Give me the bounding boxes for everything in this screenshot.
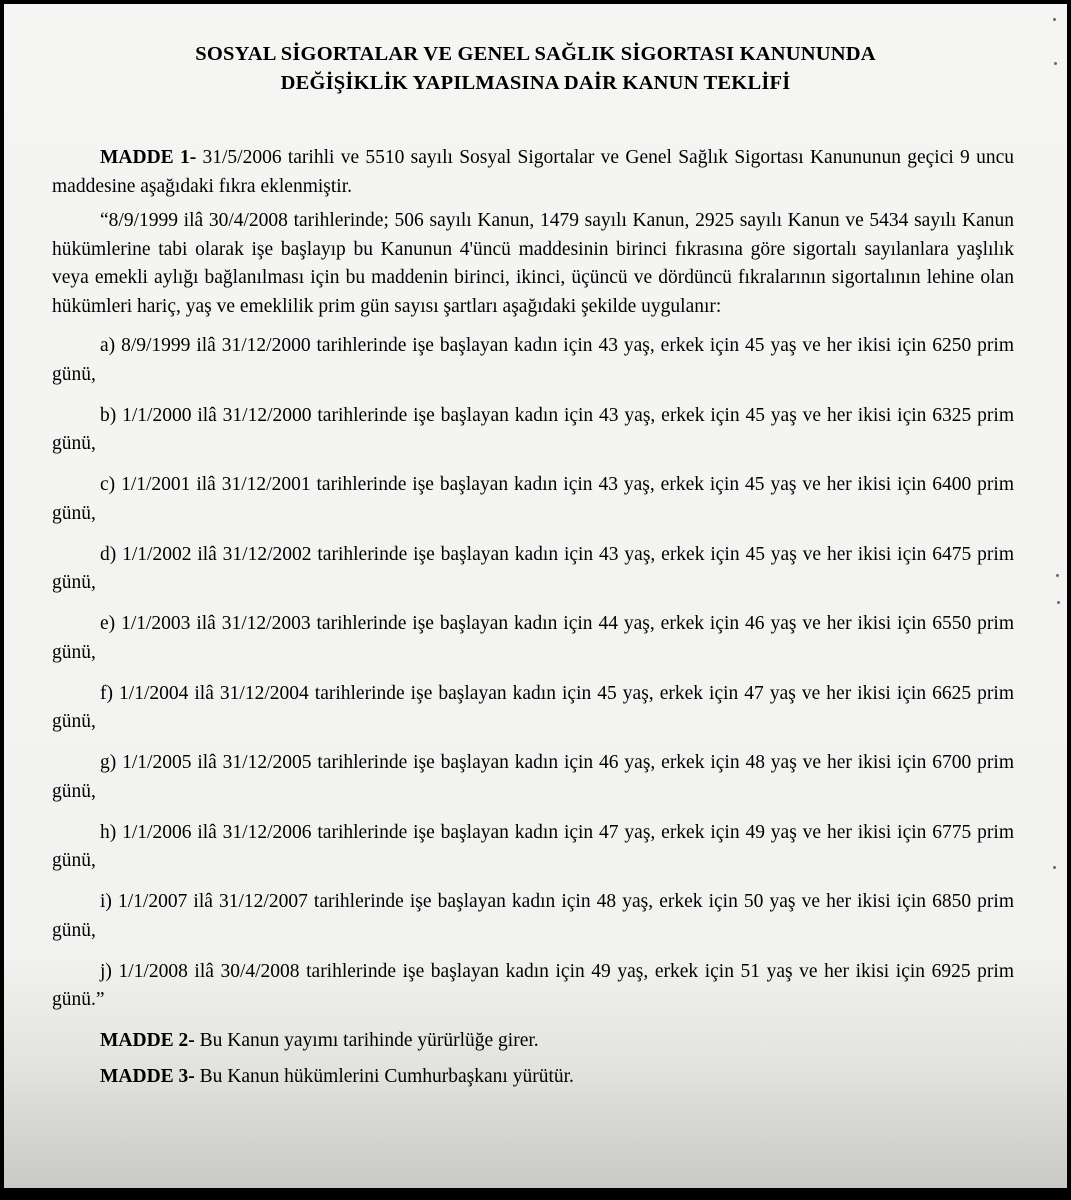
- list-item-a: a) 8/9/1999 ilâ 31/12/2000 tarihlerinde işe başlayan kadın için 43 yaş, erkek için 45 yaş ve her ikisi için 6250 prim günü,: [52, 335, 1014, 385]
- scan-speck: [1053, 18, 1056, 21]
- madde-2-text: Bu Kanun yayımı tarihinde yürürlüğe girer.: [199, 1030, 539, 1051]
- madde-3-paragraph: [52, 1063, 1014, 1092]
- list-item-b: b) 1/1/2000 ilâ 31/12/2000 tarihlerinde işe başlayan kadın için 43 yaş, erkek için 45 yaş ve her ikisi için 6325 prim günü,: [52, 404, 1014, 454]
- intro-paragraph: “8/9/1999 ilâ 30/4/2008 tarihlerinde; 506 sayılı Kanun, 1479 sayılı Kanun, 2925 sayılı Kanun ve 5434 sayılı Kanun hükümlerine tabi olarak işe başlayıp bu Kanunun 4'üncü maddesinin birinci fıkrasına göre sigortalı sayılanlara yaşlılık veya emekli aylığı bağlanılması için bu maddenin birinci, ikinci, üçüncü ve dördüncü fıkralarının sigortalının lehine olan hükümleri hariç, yaş ve emeklilik prim gün sayısı şartları aşağıdaki şekilde uygulanır:: [52, 210, 1014, 317]
- scan-speck: [1057, 601, 1060, 604]
- title-line-2: DEĞİŞİKLİK YAPILMASINA DAİR KANUN TEKLİFİ: [280, 72, 791, 94]
- madde-1-paragraph: [52, 144, 1014, 201]
- list-item-j: j) 1/1/2008 ilâ 30/4/2008 tarihlerinde işe başlayan kadın için 49 yaş, erkek için 51 yaş ve her ikisi için 6925 prim günü.”: [52, 960, 1014, 1010]
- madde-2-label: MADDE 2-: [100, 1030, 195, 1051]
- list-item-c: c) 1/1/2001 ilâ 31/12/2001 tarihlerinde işe başlayan kadın için 43 yaş, erkek için 45 yaş ve her ikisi için 6400 prim günü,: [52, 474, 1014, 524]
- madde-1-text: 31/5/2006 tarihli ve 5510 sayılı Sosyal Sigortalar ve Genel Sağlık Sigortası Kanununun geçici 9 uncu maddesine aşağıdaki fıkra eklenmiştir.: [52, 147, 1015, 197]
- madde-3-text: Bu Kanun hükümlerini Cumhurbaşkanı yürütür.: [199, 1065, 574, 1087]
- madde-3-label: MADDE 3-: [100, 1065, 195, 1087]
- title-line-1: SOSYAL SİGORTALAR VE GENEL SAĞLIK SİGORTASI KANUNUNDA: [195, 43, 876, 65]
- list-item-f: f) 1/1/2004 ilâ 31/12/2004 tarihlerinde işe başlayan kadın için 45 yaş, erkek için 47 yaş ve her ikisi için 6625 prim günü,: [52, 682, 1014, 732]
- madde-1-label: MADDE 1-: [100, 147, 197, 168]
- document-body: [52, 144, 1014, 1098]
- list-item-h: h) 1/1/2006 ilâ 31/12/2006 tarihlerinde işe başlayan kadın için 47 yaş, erkek için 49 yaş ve her ikisi için 6775 prim günü,: [52, 821, 1014, 871]
- document-title: [0, 40, 1071, 98]
- list-item-i: i) 1/1/2007 ilâ 31/12/2007 tarihlerinde işe başlayan kadın için 48 yaş, erkek için 50 yaş ve her ikisi için 6850 prim günü,: [52, 891, 1014, 941]
- list-item-g: g) 1/1/2005 ilâ 31/12/2005 tarihlerinde işe başlayan kadın için 46 yaş, erkek için 48 yaş ve her ikisi için 6700 prim günü,: [52, 752, 1014, 802]
- madde-2-paragraph: [52, 1027, 1014, 1056]
- list-item-d: d) 1/1/2002 ilâ 31/12/2002 tarihlerinde işe başlayan kadın için 43 yaş, erkek için 45 yaş ve her ikisi için 6475 prim günü,: [52, 543, 1014, 593]
- list-item-e: e) 1/1/2003 ilâ 31/12/2003 tarihlerinde işe başlayan kadın için 44 yaş, erkek için 46 yaş ve her ikisi için 6550 prim günü,: [52, 613, 1014, 663]
- scan-speck: [1053, 866, 1056, 869]
- scan-speck: [1056, 574, 1059, 577]
